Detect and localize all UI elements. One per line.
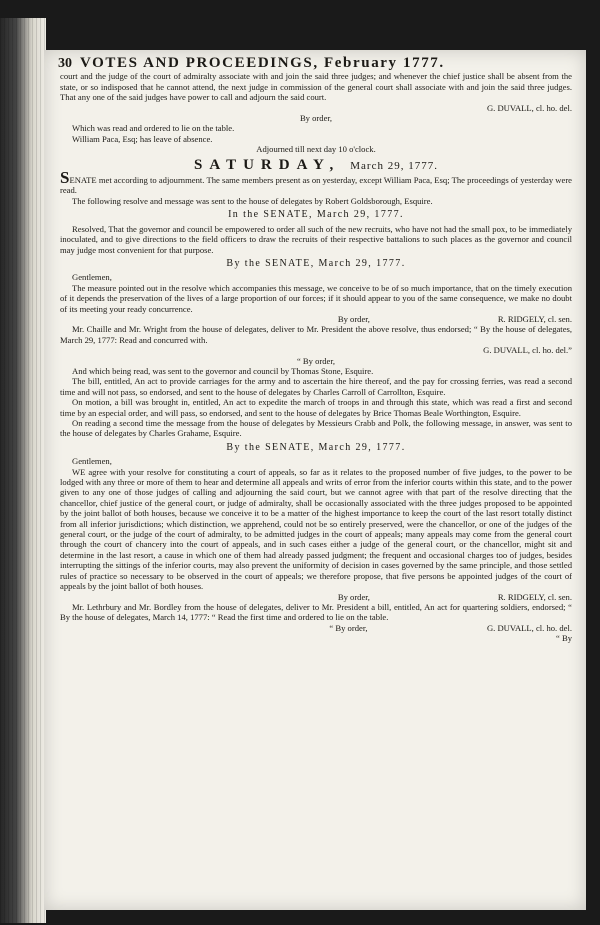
paragraph: Which was read and ordered to lie on the table. bbox=[72, 123, 235, 134]
paragraph bbox=[60, 168, 572, 196]
order-signature-line bbox=[60, 314, 572, 324]
book-binding-edge bbox=[0, 18, 46, 923]
paragraph: William Paca, Esq; has leave of absence. bbox=[72, 133, 213, 144]
paragraph: WE agree with your resolve for constituting a court of appeals, so far as it relates to the proposed number of five judges, to the power to be lodged with any three or more of them to hear and determine all appeals and writs of error from the inferior courts within this state, and to the power given to any one of those judges of calling and adjourning the said court, but we cannot agree with that part of the resolve directing that the chancellor, chief justice of the general court, or judge of admiralty, shall be occasionally associated with the three judges proposed to be appointed by the joint ballot of both houses, because we conceive it to be a matter of the highest importance to keep the court of the last resort totally distinct from all inferior jurisdictions; which distinction, we apprehend, could not be so entirely preserved, were the chancellor, or one of the judges of the general court, or the judge of the court of admiralty, to be admitted judges in the court of appeals; many appeals may come from the general court through the court of chancery into the court of appeals, and in such cases either a judge of the general court, or the chancellor, might sit and determine in the last resort, a cause in which one of them had already passed judgment; the frequent and occasional charges too of judges, besides interrupting the sittings of the inferior courts, may also prevent the uniformity of decision in cases governed by the same principle, and those settled rules of practice so necessary to be observed in the court of appeals; we therefore propose, that five persons be appointed judges of the court of appeals by the joint ballot of both houses. bbox=[60, 466, 572, 592]
signature: G. DUVALL, cl. ho. del. bbox=[486, 102, 572, 113]
body-text bbox=[60, 71, 572, 643]
by-order-line: By order, bbox=[337, 313, 370, 324]
paragraph: Mr. Chaille and Mr. Wright from the house of delegates, deliver to Mr. President the above resolve, thus endorsed; “ By the house of delegates, March 29, 1777: Read and concurred with. bbox=[60, 324, 572, 345]
drop-cap: S bbox=[60, 168, 70, 188]
spacer bbox=[60, 592, 150, 602]
order-signature-line bbox=[60, 623, 572, 633]
by-order-line: By order, bbox=[337, 591, 370, 602]
signature: G. DUVALL, cl. ho. del. bbox=[486, 622, 572, 633]
page-content bbox=[58, 55, 572, 644]
signature: R. RIDGELY, cl. sen. bbox=[497, 591, 572, 602]
paragraph: The following resolve and message was sent to the house of delegates by Robert Goldsborough, Esquire. bbox=[72, 195, 433, 206]
signature: R. RIDGELY, cl. sen. bbox=[497, 313, 572, 324]
day-name: SATURDAY, bbox=[194, 156, 341, 173]
paragraph: court and the judge of the court of admiralty associate with and join the said three judges; and whenever the chief justice shall be absent from the state, or so indisposed that he cannot attend, the next judge in commission of the general court shall associate with and join the said three judges. That any one of the said judges have power to call and adjourn the said court. bbox=[60, 71, 572, 103]
paragraph: Resolved, That the governor and council be empowered to order all such of the new recruits, who have not had the small pox, to be immediately inoculated, and to give directions to the field officers to draw the recruits of their respective battalions to such places as the governor and council may judge most convenient for that purpose. bbox=[60, 223, 572, 255]
senate-heading: By the SENATE, March 29, 1777. bbox=[226, 257, 406, 269]
paragraph-text: ENATE met according to adjournment. The same members present as on yesterday, except William Paca, Esq; The proceedings of yesterday were read. bbox=[60, 175, 572, 196]
running-head-title: VOTES AND PROCEEDINGS, February 1777. bbox=[80, 55, 445, 71]
running-head bbox=[58, 55, 572, 71]
day-heading bbox=[60, 156, 572, 173]
paragraph: And which being read, was sent to the governor and council by Thomas Stone, Esquire. bbox=[72, 365, 374, 376]
spacer bbox=[60, 314, 150, 324]
by-order-line: “ By order, bbox=[329, 622, 368, 633]
paragraph: On reading a second time the message from the house of delegates by Messieurs Crabb and Polk, the following message, in answer, was sent to the house of delegates by Charles Grahame, Esquire. bbox=[60, 418, 572, 439]
catchword: “ By bbox=[556, 633, 572, 644]
document-page bbox=[44, 50, 586, 910]
by-order-line: “ By order, bbox=[296, 355, 336, 366]
paragraph: Gentlemen, bbox=[72, 272, 112, 283]
senate-heading: By the SENATE, March 29, 1777. bbox=[226, 441, 406, 453]
adjournment-line: Adjourned till next day 10 o'clock. bbox=[256, 144, 376, 155]
paragraph: The bill, entitled, An act to provide carriages for the army and to ascertain the hire thereof, and the pay for crossing ferries, was read a second time and will not pass, so endorsed, and sent to the house of delegates by Charles Carroll of Carrollton, Esquire. bbox=[60, 376, 572, 397]
signature: G. DUVALL, cl. ho. del.” bbox=[483, 345, 572, 356]
by-order-line: By order, bbox=[299, 113, 333, 124]
day-date: March 29, 1777. bbox=[350, 159, 438, 172]
spacer bbox=[60, 623, 150, 633]
order-signature-line bbox=[60, 592, 572, 602]
page-number: 30 bbox=[58, 56, 72, 71]
paragraph: The measure pointed out in the resolve which accompanies this message, we conceive to be of so much importance, that on the timely execution of it depends the preservation of the lives of a large proportion of our forces; if it should appear to you of the same consequence, we make no doubt of its meeting your ready concurrence. bbox=[60, 282, 572, 314]
paragraph: Mr. Lethrbury and Mr. Bordley from the house of delegates, deliver to Mr. President a bill, entitled, An act for quartering soldiers, endorsed; “ By the house of delegates, March 14, 1777: “ Read the first time and ordered to lie on the table. bbox=[60, 601, 572, 623]
paragraph: On motion, a bill was brought in, entitled, An act to expedite the march of troops in and through this state, which was read a first and second time by an especial order, and will pass, so endorsed, and sent to the house of delegates by Brice Thomas Beale Worthington, Esquire. bbox=[60, 397, 572, 418]
paragraph: Gentlemen, bbox=[72, 456, 112, 467]
senate-heading: In the SENATE, March 29, 1777. bbox=[228, 209, 404, 221]
